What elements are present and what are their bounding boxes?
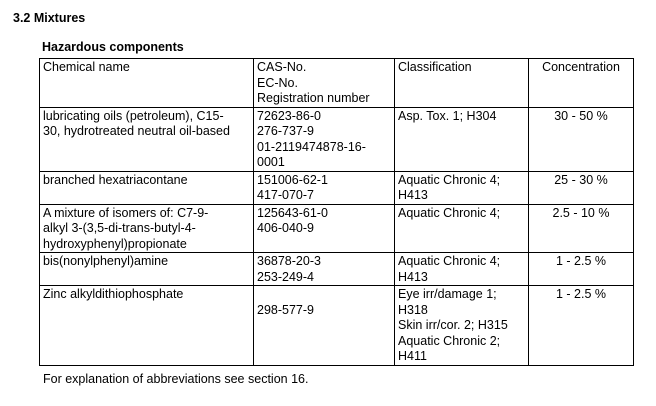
classification-line: Aquatic Chronic 2;: [398, 333, 501, 348]
cell-ids: [254, 253, 395, 286]
cell-classification: [395, 253, 529, 286]
table-row: [40, 171, 634, 204]
classification-line: H413: [398, 269, 428, 284]
header-ec-no: EC-No.: [257, 75, 298, 90]
chemical-name-line: lubricating oils (petroleum), C15-: [43, 108, 224, 123]
header-classification: Classification: [395, 59, 529, 108]
cell-concentration: 30 - 50 %: [529, 107, 634, 171]
hazardous-components-table: [39, 58, 634, 366]
cell-concentration: 1 - 2.5 %: [529, 253, 634, 286]
classification-line: Asp. Tox. 1; H304: [398, 108, 497, 123]
classification-line: H413: [398, 188, 428, 202]
cell-concentration: 2.5 - 10 %: [529, 204, 634, 253]
cell-ids: [254, 286, 395, 366]
section-title: 3.2 Mixtures: [13, 11, 86, 25]
cell-chemical-name: [40, 253, 254, 286]
table-row: [40, 253, 634, 286]
classification-line: Eye irr/damage 1;: [398, 287, 497, 301]
classification-line: Skin irr/cor. 2; H315: [398, 318, 508, 332]
hazardous-components-title: Hazardous components: [42, 40, 184, 54]
chemical-name-line: 30, hydrotreated neutral oil-based: [43, 124, 230, 138]
cas-number: 151006-62-1: [257, 172, 328, 187]
ec-number: 406-040-9: [257, 221, 314, 235]
classification-line: Aquatic Chronic 4;: [398, 254, 501, 268]
ec-number: 417-070-7: [257, 188, 314, 202]
classification-line: H318: [398, 302, 428, 317]
table-row: [40, 286, 634, 366]
cell-chemical-name: [40, 107, 254, 171]
registration-number-line: 01-2119474878-16-: [257, 139, 366, 154]
header-cas-no: CAS-No.: [257, 60, 307, 74]
header-ids: [254, 59, 395, 108]
cell-chemical-name: [40, 171, 254, 204]
header-registration-number: Registration number: [257, 91, 370, 105]
header-chemical-name: Chemical name: [40, 59, 254, 108]
ec-number: 276-737-9: [257, 124, 314, 138]
cas-number: 36878-20-3: [257, 254, 321, 268]
cell-classification: [395, 286, 529, 366]
registration-number-line: 0001: [257, 155, 285, 169]
cell-chemical-name: [40, 286, 254, 366]
chemical-name-line: alkyl 3-(3,5-di-trans-butyl-4-: [43, 221, 196, 235]
cell-concentration: 25 - 30 %: [529, 171, 634, 204]
cell-ids: [254, 204, 395, 253]
classification-line: Aquatic Chronic 4;: [398, 205, 501, 220]
cell-classification: [395, 107, 529, 171]
cell-ids: [254, 107, 395, 171]
header-concentration: Concentration: [529, 59, 634, 108]
ec-number: 253-249-4: [257, 269, 314, 284]
cas-number: 125643-61-0: [257, 205, 328, 220]
cell-classification: [395, 171, 529, 204]
classification-line: Aquatic Chronic 4;: [398, 172, 501, 187]
chemical-name-line: bis(nonylphenyl)amine: [43, 254, 169, 268]
cell-chemical-name: [40, 204, 254, 253]
abbreviations-footnote: For explanation of abbreviations see section 16.: [43, 372, 309, 386]
chemical-name-line: branched hexatriacontane: [43, 172, 188, 187]
cell-classification: [395, 204, 529, 253]
spacer: [257, 287, 391, 303]
ec-number: 298-577-9: [257, 302, 314, 317]
chemical-name-line: Zinc alkyldithiophosphate: [43, 287, 184, 301]
cell-ids: [254, 171, 395, 204]
table-row: [40, 107, 634, 171]
table-row: [40, 204, 634, 253]
classification-line: H411: [398, 349, 427, 363]
chemical-name-line: A mixture of isomers of: C7-9-: [43, 205, 209, 220]
cas-number: 72623-86-0: [257, 108, 321, 123]
cell-concentration: 1 - 2.5 %: [529, 286, 634, 366]
chemical-name-line: hydroxyphenyl)propionate: [43, 236, 187, 251]
table-header-row: [40, 59, 634, 108]
